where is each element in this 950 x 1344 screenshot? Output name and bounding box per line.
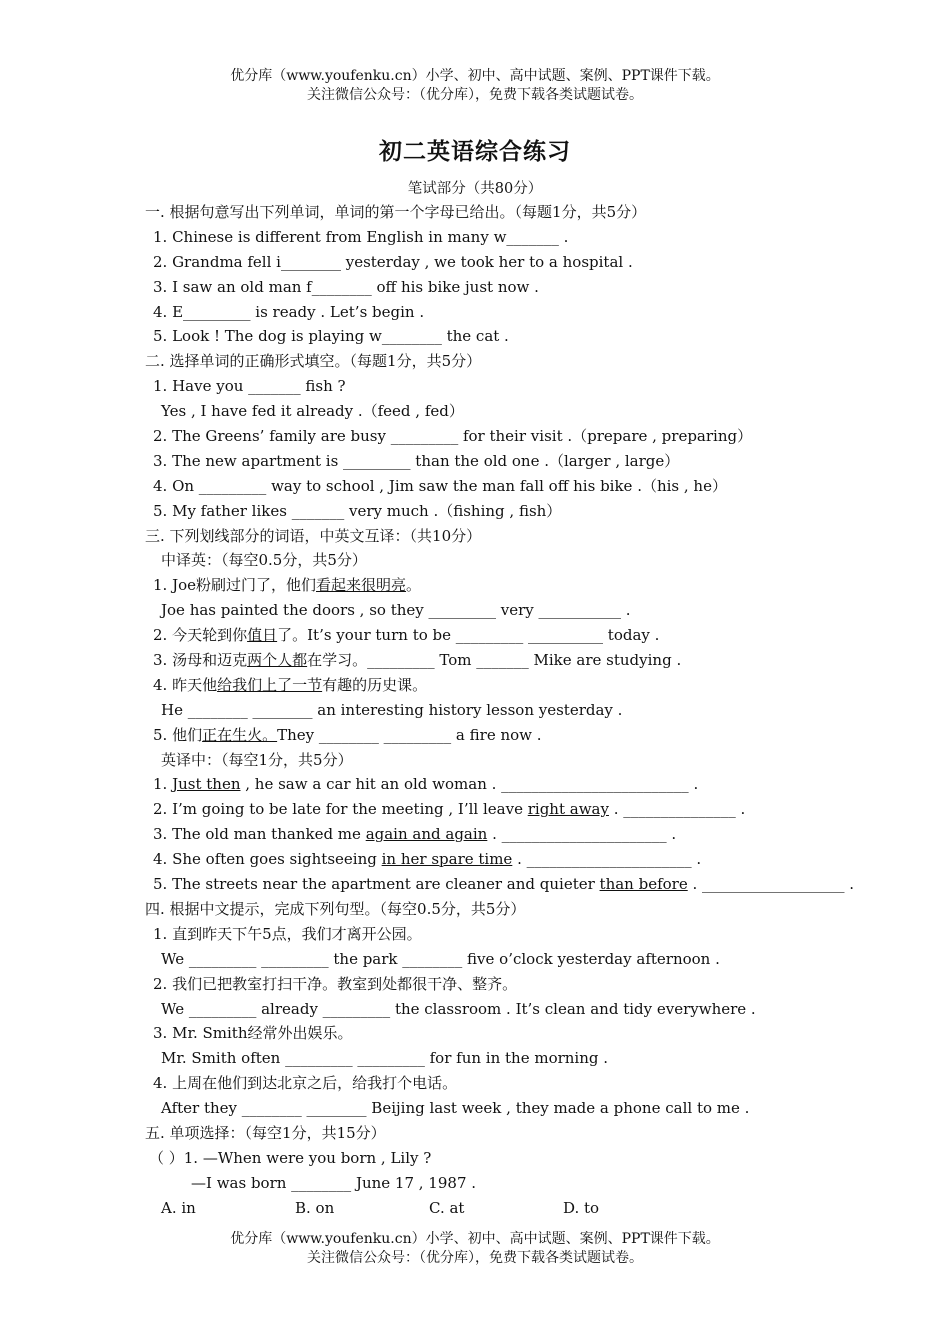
- answer-line: After they ________ ________ Beijing last week , they made a phone call to me .: [161, 1099, 750, 1118]
- question-line: [145, 723, 845, 748]
- text: 4. 昨天他: [153, 675, 218, 694]
- exam-content: [145, 200, 855, 1221]
- answer-line: Yes , I have fed it already .（feed , fed）: [161, 402, 464, 421]
- text: . ______________________ .: [487, 825, 677, 844]
- question-line: 4. 上周在他们到达北京之后，给我打个电话。: [153, 1074, 458, 1093]
- subsection-title: 中译英：（每空0.5分，共5分）: [161, 551, 367, 570]
- underlined-phrase: again and again: [365, 825, 488, 844]
- underlined-phrase: 值日: [247, 626, 278, 645]
- question-line: 3. I saw an old man f________ off his bike just now .: [153, 277, 539, 296]
- text: 有趣的历史课。: [322, 675, 428, 694]
- text: 1.: [153, 775, 173, 794]
- question-line: [145, 648, 845, 673]
- header-line-1: 优分库（www.youfenku.cn）小学、初中、高中试题、案例、PPT课件下载。: [230, 68, 720, 84]
- text: 在学习。_________ Tom _______ Mike are studying .: [307, 651, 682, 670]
- question-line: 4. E_________ is ready . Let’s begin .: [153, 302, 425, 321]
- text: 5. The streets near the apartment are cleaner and quieter: [153, 875, 600, 894]
- underlined-phrase: 看起来很明亮: [316, 576, 407, 595]
- underlined-phrase: right away: [527, 800, 609, 819]
- underlined-phrase: 给我们上了一节: [217, 675, 323, 694]
- section-5-title: 五. 单项选择：（每空1分，共15分）: [145, 1123, 386, 1142]
- text: They ________ _________ a fire now .: [277, 725, 542, 744]
- text: 1. Joe粉刷过门了，他们: [153, 576, 317, 595]
- text: 3. 汤母和迈克: [153, 651, 248, 670]
- question-line: [145, 822, 845, 847]
- text: , he saw a car hit an old woman . _________________________ .: [240, 775, 699, 794]
- question-line: 1. Chinese is different from English in many w_______ .: [153, 227, 569, 246]
- header-line-2: 关注微信公众号：（优分库），免费下载各类试题试卷。: [307, 87, 643, 103]
- answer-line: Mr. Smith often _________ _________ for fun in the morning .: [161, 1049, 609, 1068]
- text: 2. I’m going to be late for the meeting , I’ll leave: [153, 800, 528, 819]
- page-subtitle: 笔试部分（共80分）: [407, 181, 543, 197]
- question-line: 2. 我们已把教室打扫干净。教室到处都很干净、整齐。: [153, 974, 518, 993]
- question-line: 5. Look ! The dog is playing w________ the cat .: [153, 327, 509, 346]
- question-line: [145, 623, 845, 648]
- question-line: 1. Have you _______ fish ?: [153, 377, 346, 396]
- underlined-phrase: in her spare time: [381, 850, 513, 869]
- question-line: 2. Grandma fell i________ yesterday , we took her to a hospital .: [153, 252, 633, 271]
- question-line: （ ）1. —When were you born , Lily ?: [149, 1148, 432, 1167]
- text: 5. 他们: [153, 725, 203, 744]
- underlined-phrase: Just then: [172, 775, 241, 794]
- question-line: [145, 847, 845, 872]
- option-d: D. to: [563, 1198, 600, 1217]
- option-b: B. on: [295, 1198, 335, 1217]
- text: 了。It’s your turn to be _________ __________ today .: [277, 626, 660, 645]
- text: 3. The old man thanked me: [153, 825, 366, 844]
- question-line: 4. On _________ way to school , Jim saw the man fall off his bike .（his , he）: [153, 476, 727, 495]
- section-4-title: 四. 根据中文提示，完成下列句型。（每空0.5分，共5分）: [145, 899, 526, 918]
- underlined-phrase: than before: [599, 875, 688, 894]
- question-line: [145, 673, 845, 698]
- footer-line-2: 关注微信公众号：（优分库），免费下载各类试题试卷。: [307, 1250, 643, 1266]
- question-line: 5. My father likes _______ very much .（fishing , fish）: [153, 501, 562, 520]
- question-line: 1. 直到昨天下午5点，我们才离开公园。: [153, 924, 422, 943]
- underlined-phrase: 两个人都: [247, 651, 308, 670]
- question-line: [145, 872, 855, 897]
- subsection-title: 英译中：（每空1分，共5分）: [161, 750, 353, 769]
- text: 。: [406, 576, 422, 595]
- text: . ______________________ .: [512, 850, 702, 869]
- text: . _______________ .: [608, 800, 746, 819]
- question-line: 3. The new apartment is _________ than the old one .（larger , large）: [153, 451, 680, 470]
- question-line: [145, 573, 845, 598]
- option-a: A. in: [161, 1198, 196, 1217]
- question-line: [145, 797, 845, 822]
- text: 4. She often goes sightseeing: [153, 850, 382, 869]
- answer-line: We _________ already _________ the classroom . It’s clean and tidy everywhere .: [161, 999, 756, 1018]
- answer-line: He ________ ________ an interesting history lesson yesterday .: [161, 700, 623, 719]
- question-line: 3. Mr. Smith经常外出娱乐。: [153, 1024, 353, 1043]
- footer-line-1: 优分库（www.youfenku.cn）小学、初中、高中试题、案例、PPT课件下载。: [230, 1231, 720, 1247]
- section-1-title: 一. 根据句意写出下列单词，单词的第一个字母已给出。（每题1分，共5分）: [145, 203, 647, 221]
- text: 2. 今天轮到你: [153, 626, 248, 645]
- section-2-title: 二. 选择单词的正确形式填空。（每题1分，共5分）: [145, 352, 482, 371]
- answer-options: [145, 1196, 845, 1221]
- question-line: 2. The Greens’ family are busy _________ for their visit .（prepare , preparing）: [153, 427, 753, 446]
- text: . ___________________ .: [687, 875, 855, 894]
- section-3-title: 三. 下列划线部分的词语，中英文互译：（共10分）: [145, 526, 482, 545]
- option-c: C. at: [429, 1198, 465, 1217]
- answer-line: We _________ _________ the park ________ five o’clock yesterday afternoon .: [161, 949, 720, 968]
- question-line: [145, 772, 845, 797]
- answer-line: —I was born ________ June 17 , 1987 .: [191, 1173, 477, 1192]
- page-title: 初二英语综合练习: [379, 138, 571, 165]
- underlined-phrase: 正在生火。: [202, 725, 278, 744]
- answer-line: Joe has painted the doors , so they _________ very ___________ .: [161, 601, 631, 620]
